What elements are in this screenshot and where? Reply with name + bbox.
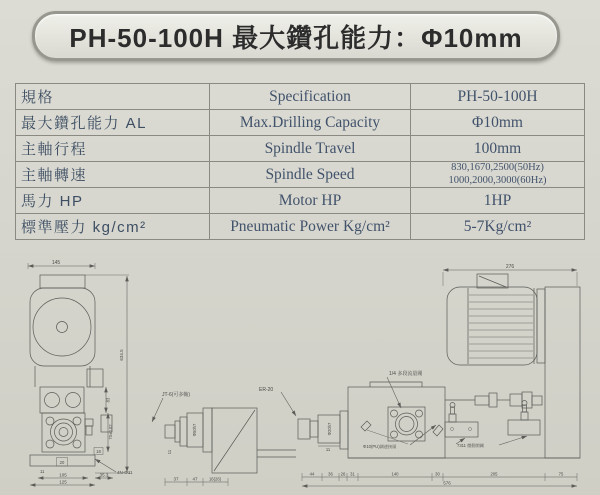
front-4n-label: 4N-Φ11 xyxy=(117,470,133,475)
side-dim-36: 36 xyxy=(328,471,333,477)
front-view-drawing xyxy=(28,260,133,485)
spec-value: 1HP xyxy=(411,188,585,214)
spec-label-zh: 標準壓力 kg/cm² xyxy=(16,214,210,240)
front-125-dim: 125 xyxy=(59,479,67,485)
flow-valve-label: 1/4 多段流量閥 xyxy=(389,371,423,377)
side-dim-75: 75 xyxy=(558,471,564,477)
spec-label-zh: 最大鑽孔能力 AL xyxy=(16,110,210,136)
side-576-dim: 576 xyxy=(443,480,451,486)
spec-label-en: Max.Drilling Capacity xyxy=(210,110,411,136)
speed-50hz: 830,1670,2500(50Hz) xyxy=(451,162,544,173)
front-353-dim: 35.3 xyxy=(99,472,109,478)
side-dim-26: 26 xyxy=(340,471,346,477)
spec-label-zh: 主軸行程 xyxy=(16,136,210,162)
title-banner xyxy=(32,11,560,61)
front-height-dim: 634.5 xyxy=(119,349,124,361)
side-dim-205: 205 xyxy=(490,471,498,477)
spec-row-pneumatic-power xyxy=(16,214,585,240)
spec-value: 100mm xyxy=(411,136,585,162)
spec-value: 5-7Kg/cm² xyxy=(411,214,585,240)
side-view-drawing xyxy=(298,264,580,486)
front-18-dim: 18 xyxy=(96,449,101,454)
side-276-dim: 276 xyxy=(505,264,515,270)
spec-row-specification xyxy=(16,84,585,110)
speed-60hz: 1000,2000,3000(60Hz) xyxy=(448,174,547,186)
jt6-label: JT-6(可多軸) xyxy=(162,392,191,398)
front-width-dim: 145 xyxy=(51,260,61,266)
spec-label-en: Specification xyxy=(210,84,411,110)
front-70-dim: 70±0.02 xyxy=(108,424,113,440)
front-slot-dim: 20 xyxy=(59,460,65,465)
side-dim-30: 30 xyxy=(435,471,440,477)
spec-value xyxy=(411,162,585,188)
front-105-dim: 105 xyxy=(59,472,67,478)
spec-label-zh: 規格 xyxy=(16,84,210,110)
front-11-dim: 11 xyxy=(40,469,45,474)
spec-label-en: Pneumatic Power Kg/cm² xyxy=(210,214,411,240)
spec-label-en: Spindle Travel xyxy=(210,136,411,162)
spec-label-zh: 馬力 HP xyxy=(16,188,210,214)
front-83-dim: 83 xyxy=(105,397,111,403)
spec-row-motor-hp xyxy=(16,188,585,214)
nose-11-dim: 11 xyxy=(167,449,172,455)
side-dim-44: 44 xyxy=(309,471,315,477)
page-title: PH-50-100H 最大鑽孔能力：Φ10mm xyxy=(69,22,523,53)
nose-1626-dim: 16(26) xyxy=(208,476,222,482)
side-11-dim: 11 xyxy=(325,447,331,452)
side-dim-31: 31 xyxy=(350,471,355,477)
spec-label-zh: 主軸轉速 xyxy=(16,162,210,188)
spec-label-en: Motor HP xyxy=(210,188,411,214)
side-phi20-dim: Φ20h7 xyxy=(327,422,332,436)
nose-37-dim: 37 xyxy=(173,476,179,482)
spec-row-drilling-capacity xyxy=(16,110,585,136)
pu-fitting-label: Φ10(PU)調速接頭 xyxy=(363,444,397,449)
spec-label-en: Spindle Speed xyxy=(210,162,411,188)
micro-switch-label: 7311 微動開關 xyxy=(457,443,484,448)
spec-row-spindle-speed xyxy=(16,162,585,188)
side-dim-140: 140 xyxy=(391,471,399,477)
nose-phi50-dim: Φ50h7 xyxy=(192,423,197,437)
er20-label: ER-20 xyxy=(259,387,274,393)
spec-row-spindle-travel xyxy=(16,136,585,162)
spec-table xyxy=(15,83,585,240)
technical-drawings xyxy=(0,245,600,495)
nose-47-dim: 47 xyxy=(192,476,198,482)
spindle-nose-drawing xyxy=(152,387,296,486)
spec-value: PH-50-100H xyxy=(411,84,585,110)
spec-value: Φ10mm xyxy=(411,110,585,136)
